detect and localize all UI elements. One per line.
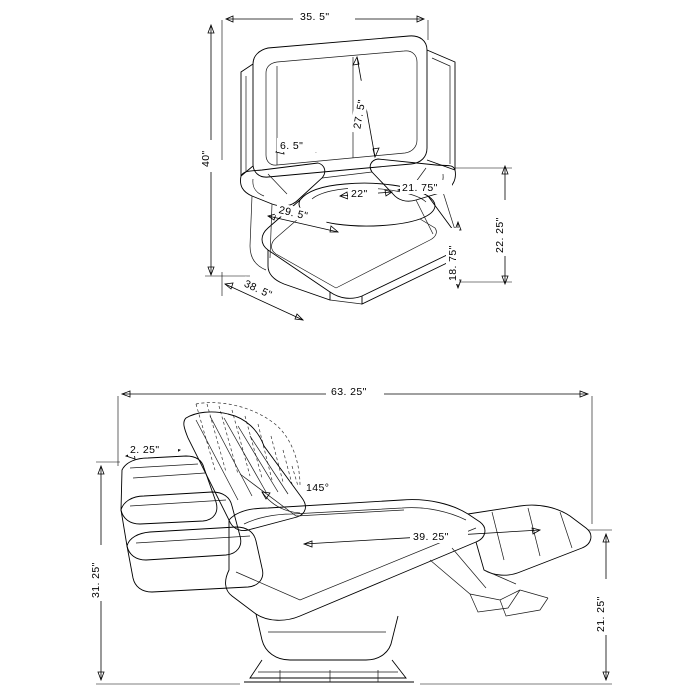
dim-reclined-height: 31. 25"	[90, 562, 102, 598]
dim-width-top: 35. 5"	[300, 11, 330, 23]
dim-seat-depth-right: 21. 75"	[402, 182, 438, 194]
dim-overall-height: 40"	[200, 150, 212, 167]
dim-footrest-height: 21. 25"	[595, 596, 607, 632]
dim-seat-to-footrest: 39. 25"	[413, 531, 449, 543]
dim-top-offset: 2. 25"	[130, 444, 160, 456]
dim-arm-height: 22. 25"	[494, 217, 506, 253]
reclined-chair-illustration	[121, 403, 591, 682]
dim-reclined-length: 63. 25"	[331, 386, 367, 398]
dim-base-depth: 38. 5"	[242, 277, 274, 302]
dim-backrest-height: 27. 5"	[351, 98, 369, 130]
upright-chair-illustration	[240, 36, 458, 304]
dim-seat-height: 18. 75"	[447, 245, 459, 281]
dim-seat-width: 22"	[351, 188, 368, 200]
dim-recline-angle: 145°	[306, 482, 330, 494]
dim-armrest-gap: 6. 5"	[280, 140, 304, 152]
dim-seat-diagonal: 29. 5"	[277, 204, 310, 223]
reclined-view-dimensions	[89, 384, 612, 684]
